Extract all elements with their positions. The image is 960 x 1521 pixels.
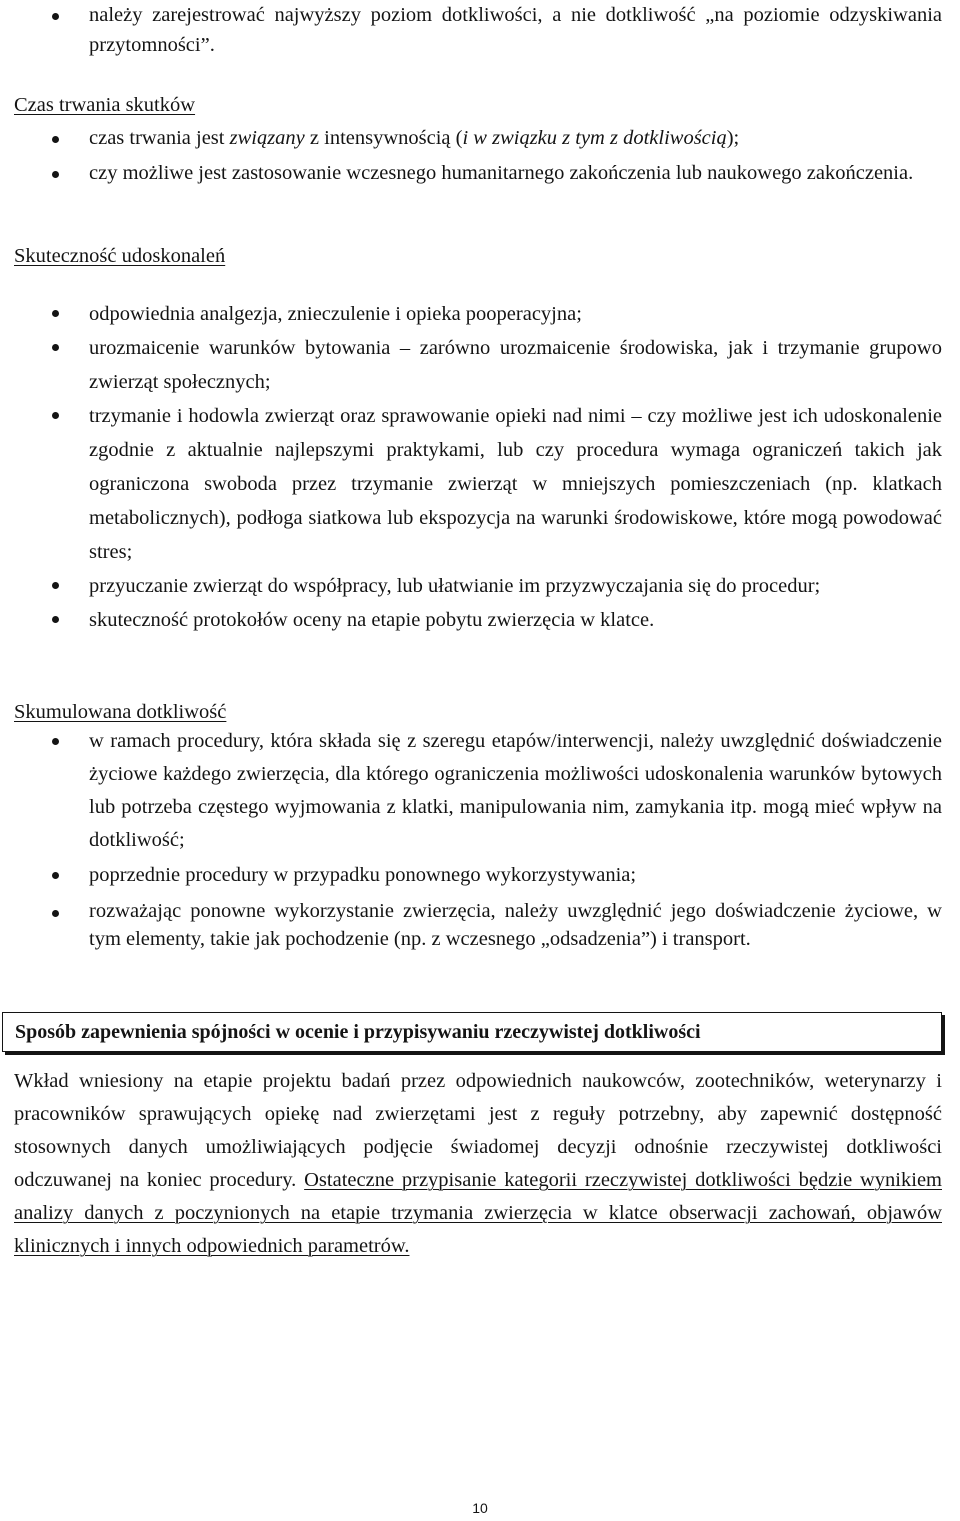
list-item: trzymanie i hodowla zwierząt oraz sprawowanie opieki nad nimi – czy możliwe jest ich udoskonalenie zgodnie z aktualnie najlepszymi praktykami, lub czy procedura wymaga ograniczeń takich jak ograniczona swoboda przez trzymanie zwierząt w mniejszych pomieszczeniach (np. klatkach metabolicznych), podłoga siatkowa lub ekspozycja na warunki środowiskowe, które mogą powodować stres; [14,399,942,569]
list-item: rozważając ponowne wykorzystanie zwierzęcia, należy uwzględnić jego doświadczenie życiowe, w tym elementy, takie jak pochodzenie (np. z wczesnego „odsadzenia”) i transport. [14,897,942,953]
section-heading-czas-trwania: Czas trwania skutków [14,94,196,116]
list-item: należy zarejestrować najwyższy poziom dotkliwości, a nie dotkliwość „na poziomie odzyskiwania przytomności”. [14,0,942,60]
bullet-list-czas-trwania [14,123,913,188]
boxed-section-heading [2,1012,942,1052]
list-item: przyuczanie zwierząt do współpracy, lub ułatwianie im przyzwyczajania się do procedur; [14,569,942,603]
list-item: poprzednie procedury w przypadku ponownego wykorzystywania; [14,859,942,892]
section-heading-skumulowana: Skumulowana dotkliwość [14,701,227,723]
final-paragraph: Wkład wniesiony na etapie projektu badań przez odpowiednich naukowców, zootechników, weterynarzy i pracowników sprawujących opiekę nad zwierzętami jest z reguły potrzebny, aby zapewnić dostępność stosownych danych umożliwiających podjęcie świadomej decyzji odnośnie rzeczywistej dotkliwości odczuwanej na koniec procedury. Ostateczne przypisanie kategorii rzeczywistej dotkliwości będzie wynikiem analizy danych z poczynionych na etapie trzymania zwierzęcia w klatce obserwacji zachowań, objawów klinicznych i innych odpowiednich parametrów. [14,1070,942,1257]
boxed-heading-text: Sposób zapewnienia spójności w ocenie i przypisywaniu rzeczywistej dotkliwości [15,1020,701,1043]
list-item: w ramach procedury, która składa się z szeregu etapów/interwencji, należy uwzględnić doświadczenie życiowe każdego zwierzęcia, dla którego ograniczenia możliwości udoskonalenia warunków bytowych lub potrzeba częstego wyjmowania z klatki, manipulowania nim, zamykania itp. mogą mieć wpływ na dotkliwość; [14,725,942,857]
bullet-list-skutecznosc [14,297,942,637]
list-item: odpowiednia analgezja, znieczulenie i opieka pooperacyjna; [14,297,942,331]
section-heading-skutecznosc: Skuteczność udoskonaleń [14,245,226,267]
page-number: 10 [472,1500,488,1516]
underlined-conclusion: Ostateczne przypisanie kategorii rzeczywistej dotkliwości będzie wynikiem analizy danych z poczynionych na etapie trzymania zwierzęcia w klatce obserwacji zachowań, objawów klinicznych i innych odpowiednich parametrów. [14,1169,942,1257]
list-item: urozmaicenie warunków bytowania – zarówno urozmaicenie środowiska, jak i trzymanie grupowo zwierząt społecznych; [14,331,942,399]
list-item: czas trwania jest związany z intensywnością (i w związku z tym z dotkliwością); [14,123,913,153]
list-item: czy możliwe jest zastosowanie wczesnego humanitarnego zakończenia lub naukowego zakończenia. [14,158,913,188]
list-item: skuteczność protokołów oceny na etapie pobytu zwierzęcia w klatce. [14,603,942,637]
bullet-list-top [14,0,942,60]
bullet-list-skumulowana [14,725,942,953]
